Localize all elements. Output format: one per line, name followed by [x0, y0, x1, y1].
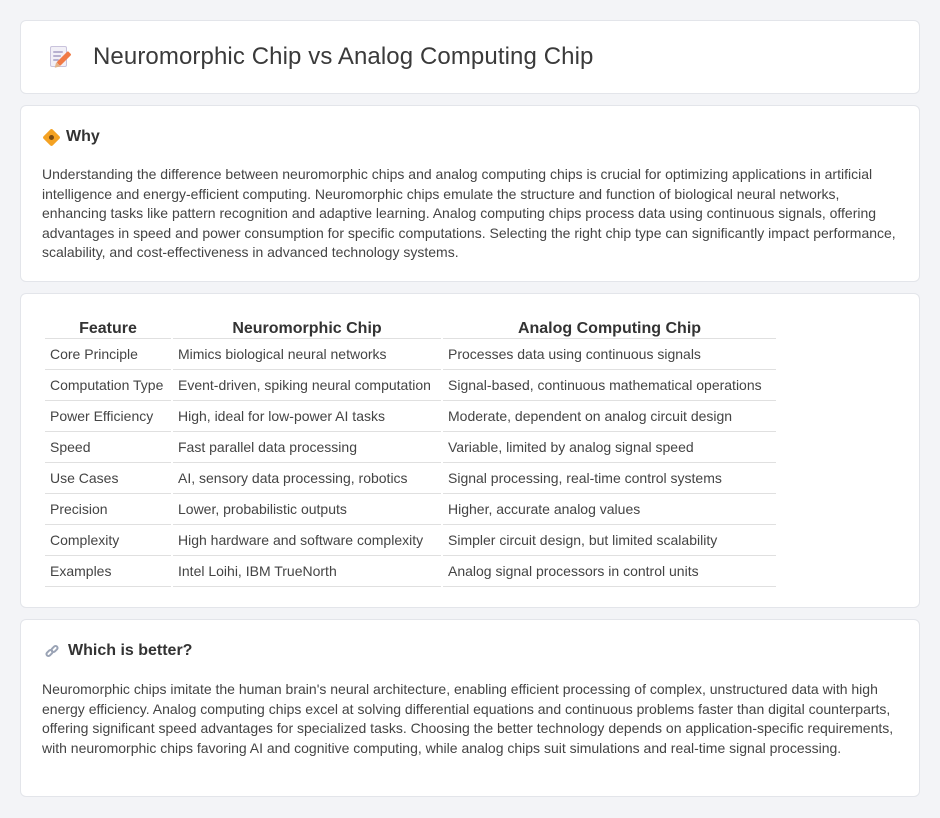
- why-heading: Why: [66, 128, 100, 145]
- why-section: [20, 105, 920, 282]
- link-icon: [43, 643, 63, 659]
- analog-cell: Signal processing, real-time control systems: [443, 463, 776, 494]
- neuromorphic-cell: Fast parallel data processing: [173, 432, 441, 463]
- feature-cell: Use Cases: [45, 463, 171, 494]
- table-row: [45, 556, 776, 587]
- neuromorphic-cell: Intel Loihi, IBM TrueNorth: [173, 556, 441, 587]
- neuromorphic-cell: Event-driven, spiking neural computation: [173, 370, 441, 401]
- analog-cell: Moderate, dependent on analog circuit design: [443, 401, 776, 432]
- title-wrap: [47, 43, 593, 71]
- feature-cell: Computation Type: [45, 370, 171, 401]
- analog-cell: Analog signal processors in control units: [443, 556, 776, 587]
- table-row: [45, 525, 776, 556]
- table-row: [45, 339, 776, 370]
- column-header-neuromorphic: Neuromorphic Chip: [173, 315, 441, 339]
- header-card: [20, 20, 920, 94]
- table-row: [45, 370, 776, 401]
- feature-cell: Complexity: [45, 525, 171, 556]
- better-heading: Which is better?: [68, 642, 193, 659]
- analog-cell: Signal-based, continuous mathematical operations: [443, 370, 776, 401]
- neuromorphic-cell: High hardware and software complexity: [173, 525, 441, 556]
- better-heading-row: [43, 642, 192, 660]
- better-paragraph: Neuromorphic chips imitate the human brain's neural architecture, enabling efficient processing of complex, unstructured data with high energy efficiency. Analog computing chips excel at solving differential equations and continuous problems faster than digital counterparts, offering significant speed advantages for specialized tasks. Choosing the better technology depends on application-specific requirements, with neuromorphic chips favoring AI and cognitive computing, while analog chips suit simulations and real-time signal processing.: [42, 681, 894, 756]
- feature-cell: Power Efficiency: [45, 401, 171, 432]
- column-header-feature: Feature: [45, 315, 171, 339]
- why-paragraph: Understanding the difference between neuromorphic chips and analog computing chips is crucial for optimizing applications in artificial intelligence and energy-efficient computing. Neuromorphic chips emulate the structure and function of biological neural networks, enhancing tasks like pattern recognition and adaptive learning. Analog computing chips process data using continuous signals, offering advantages in speed and power consumption for specific computations. Selecting the right chip type can significantly impact performance, scalability, and cost-effectiveness in advanced technology systems.: [42, 166, 896, 260]
- table-row: [45, 401, 776, 432]
- analog-cell: Higher, accurate analog values: [443, 494, 776, 525]
- neuromorphic-cell: Lower, probabilistic outputs: [173, 494, 441, 525]
- analog-cell: Variable, limited by analog signal speed: [443, 432, 776, 463]
- table-header-row: [45, 315, 776, 339]
- neuromorphic-cell: Mimics biological neural networks: [173, 339, 441, 370]
- page-title: Neuromorphic Chip vs Analog Computing Chip: [93, 43, 594, 70]
- feature-cell: Speed: [45, 432, 171, 463]
- neuromorphic-cell: AI, sensory data processing, robotics: [173, 463, 441, 494]
- why-heading-row: [43, 128, 100, 146]
- feature-cell: Core Principle: [45, 339, 171, 370]
- table-row: [45, 463, 776, 494]
- diamond-sign-icon: [42, 128, 60, 146]
- which-is-better-section: [20, 619, 920, 797]
- table-row: [45, 494, 776, 525]
- feature-cell: Examples: [45, 556, 171, 587]
- column-header-analog: Analog Computing Chip: [443, 315, 776, 339]
- analog-cell: Processes data using continuous signals: [443, 339, 776, 370]
- table-row: [45, 432, 776, 463]
- document-pencil-icon: [47, 44, 73, 70]
- comparison-table: [43, 315, 778, 587]
- feature-cell: Precision: [45, 494, 171, 525]
- analog-cell: Simpler circuit design, but limited scalability: [443, 525, 776, 556]
- neuromorphic-cell: High, ideal for low-power AI tasks: [173, 401, 441, 432]
- comparison-table-card: [20, 293, 920, 608]
